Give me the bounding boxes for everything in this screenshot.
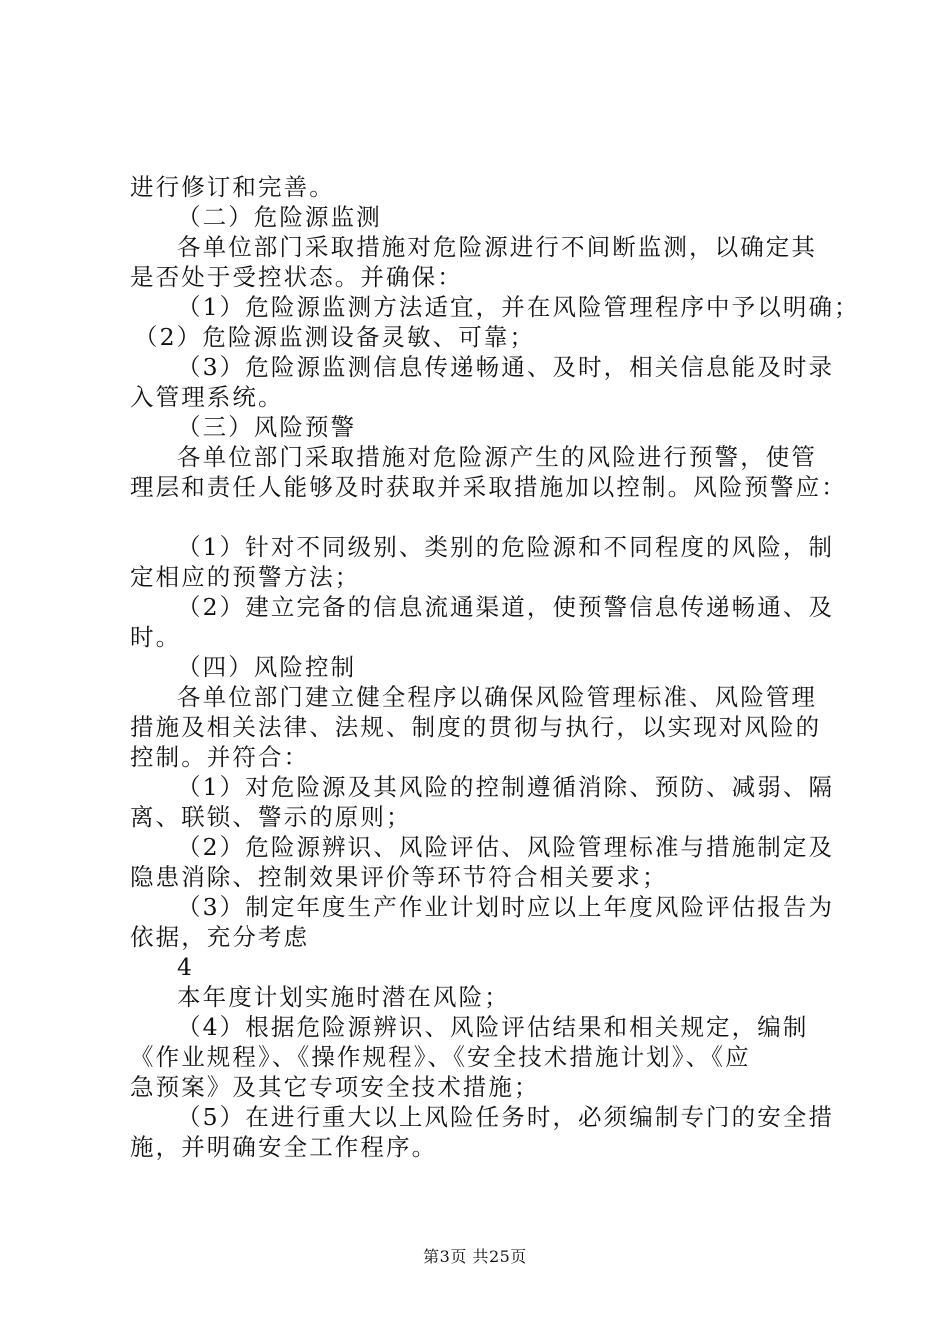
list-item: （3）制定年度生产作业计划时应以上年度风险评估报告为 <box>177 893 835 921</box>
body-line: 入管理系统。 <box>130 383 284 411</box>
body-line: 是否处于受控状态。并确保： <box>130 263 463 291</box>
body-line: 定相应的预警方法； <box>130 563 361 591</box>
list-item: （2）建立完备的信息流通渠道，使预警信息传递畅通、及 <box>177 593 835 621</box>
list-item: （1）危险源监测方法适宜，并在风险管理程序中予以明确； <box>177 293 860 321</box>
body-line: 时。 <box>130 623 182 651</box>
section-heading: （四）风险控制 <box>177 653 357 681</box>
section-heading: （三）风险预警 <box>177 413 357 441</box>
body-line: 本年度计划实施时潜在风险； <box>177 983 510 1011</box>
body-line: 隐患消除、控制效果评价等环节符合相关要求； <box>130 863 668 891</box>
section-heading: （二）危险源监测 <box>177 203 382 231</box>
body-line: 急预案》及其它专项安全技术措施； <box>130 1073 540 1101</box>
body-line: 进行修订和完善。 <box>130 173 335 201</box>
list-item: （4）根据危险源辨识、风险评估结果和相关规定，编制 <box>177 1013 809 1041</box>
list-item: （2）危险源辨识、风险评估、风险管理标准与措施制定及 <box>177 833 835 861</box>
list-item: （1）针对不同级别、类别的危险源和不同程度的风险，制 <box>177 533 835 561</box>
body-line: 离、联锁、警示的原则； <box>130 803 412 831</box>
body-line: 依据，充分考虑 <box>130 923 310 951</box>
page-footer: 第3页 共25页 <box>423 1247 527 1266</box>
body-line: 理层和责任人能够及时获取并采取措施加以控制。风险预警应： <box>130 473 847 501</box>
body-line: 各单位部门采取措施对危险源进行不间断监测，以确定其 <box>177 233 817 261</box>
list-item: （2）危险源监测设备灵敏、可靠； <box>134 323 536 351</box>
list-item: （5）在进行重大以上风险任务时，必须编制专门的安全措 <box>177 1103 835 1131</box>
body-line: 各单位部门建立健全程序以确保风险管理标准、风险管理 <box>177 683 817 711</box>
body-line: 各单位部门采取措施对危险源产生的风险进行预警，使管 <box>177 443 817 471</box>
inline-page-number: 4 <box>177 953 195 981</box>
list-item: （3）危险源监测信息传递畅通、及时，相关信息能及时录 <box>177 353 835 381</box>
body-line: 《作业规程》、《操作规程》、《安全技术措施计划》、《应 <box>130 1043 751 1071</box>
body-line: 控制。并符合： <box>130 743 310 771</box>
body-line: 措施及相关法律、法规、制度的贯彻与执行，以实现对风险的 <box>130 713 822 741</box>
document-body <box>130 172 860 1162</box>
blank-line <box>130 502 835 532</box>
body-line: 施，并明确安全工作程序。 <box>130 1133 438 1161</box>
list-item: （1）对危险源及其风险的控制遵循消除、预防、减弱、隔 <box>177 773 835 801</box>
